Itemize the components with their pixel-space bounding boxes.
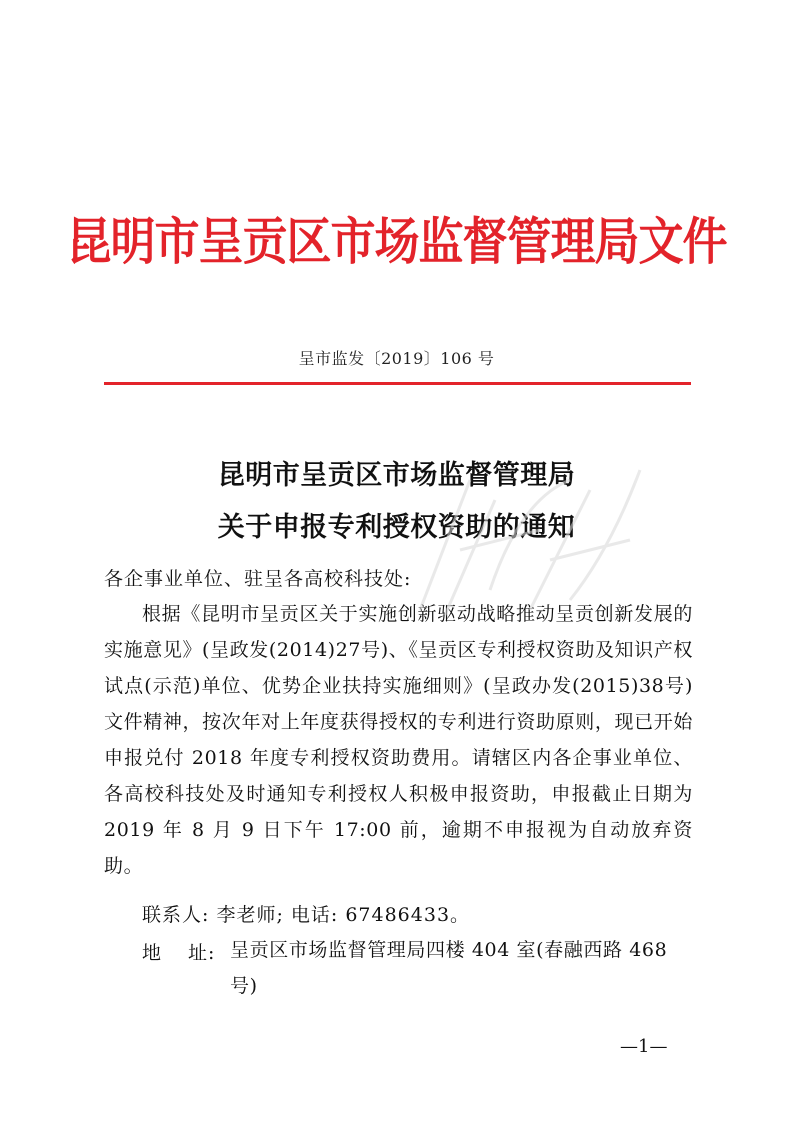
page-number: —1— xyxy=(620,1036,668,1057)
address-row xyxy=(142,938,694,997)
address-label-char-1: 地 xyxy=(142,942,163,964)
notice-body-paragraph: 根据《昆明市呈贡区关于实施创新驱动战略推动呈贡创新发展的实施意见》(呈政发(2014)27号)、《呈贡区专利授权资助及知识产权试点(示范)单位、优势企业扶持实施细则》(呈政办发(2015)38号)文件精神，按次年对上年度获得授权的专利进行资助原则，现已开始申报兑付 2018 年度专利授权资助费用。请辖区内各企事业单位、各高校科技处及时通知专利授权人积极申报资助，申报截止日期为 2019 年 8 月 9 日下午 17:00 前，逾期不申报视为自动放弃资助。 xyxy=(104,603,693,877)
notice-title-line-1: 昆明市呈贡区市场监督管理局 xyxy=(217,460,576,491)
issuing-organization-title: 昆明市呈贡区市场监督管理局文件 xyxy=(66,211,727,272)
address-label xyxy=(142,938,228,965)
salutation: 各企事业单位、驻呈各高校科技处: xyxy=(104,568,412,590)
address-label-char-2: 址: xyxy=(188,942,216,964)
notice-title-line-2: 关于申报专利授权资助的通知 xyxy=(217,512,576,543)
red-separator-line xyxy=(104,382,691,385)
contact-line: 联系人: 李老师; 电话: 67486433。 xyxy=(142,904,471,926)
address-value: 呈贡区市场监督管理局四楼 404 室(春融西路 468 号) xyxy=(230,939,668,997)
document-number: 呈市监发〔2019〕106 号 xyxy=(298,349,495,368)
